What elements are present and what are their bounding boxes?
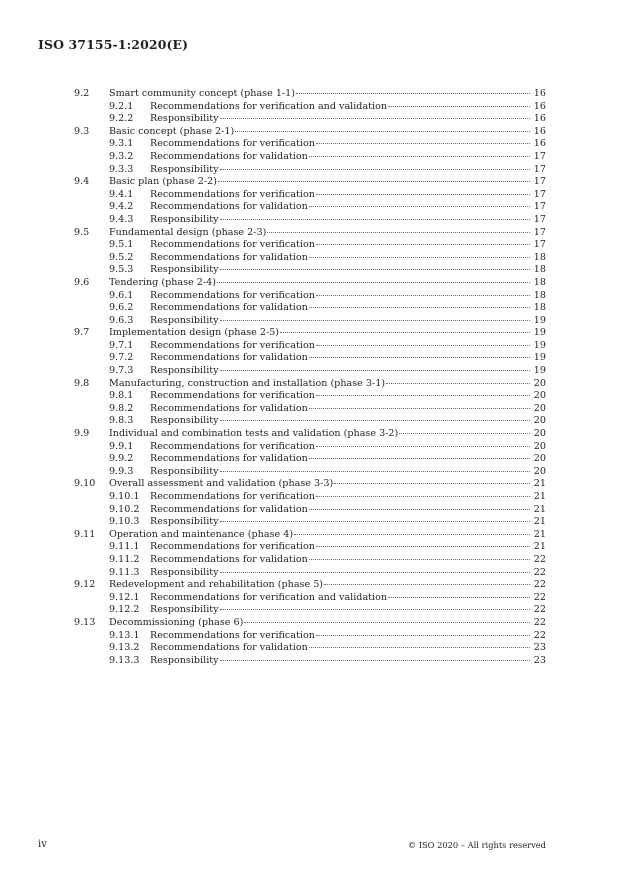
toc-entry-number: 9.8.3 (109, 415, 134, 427)
toc-entry-page: 22 (533, 553, 546, 565)
toc-entry-number: 9.13.2 (109, 642, 140, 654)
toc-entry-number: 9.12.1 (109, 591, 140, 603)
toc-entry-page: 22 (533, 616, 546, 628)
toc-entry-number: 9.6 (74, 276, 90, 288)
toc-entry-page: 20 (533, 453, 546, 465)
toc-entry-title-wrap (150, 604, 530, 617)
toc-entry-title-wrap (150, 567, 530, 580)
toc-entry[interactable] (74, 516, 546, 529)
toc-entry-page: 20 (533, 428, 546, 440)
toc-entry-page: 23 (533, 654, 546, 666)
toc-entry[interactable] (74, 403, 546, 416)
toc-dot-leader (309, 206, 530, 207)
toc-entry-title: Decommissioning (phase 6) (109, 616, 244, 628)
toc-entry[interactable] (74, 365, 546, 378)
toc-dot-leader (309, 357, 530, 358)
toc-entry-page: 23 (533, 642, 546, 654)
toc-entry[interactable] (74, 441, 546, 454)
toc-entry-title: Redevelopment and rehabilitation (phase 5) (109, 579, 324, 591)
toc-entry[interactable] (74, 541, 546, 554)
toc-entry-title: Recommendations for validation (150, 150, 308, 162)
toc-entry-number: 9.7.1 (109, 339, 134, 351)
toc-dot-leader (386, 383, 530, 384)
toc-dot-leader (220, 521, 530, 522)
toc-dot-leader (316, 345, 530, 346)
toc-entry-title: Recommendations for verification (150, 541, 315, 553)
toc-entry-title: Recommendations for verification (150, 138, 315, 150)
toc-entry-title: Recommendations for validation (150, 642, 308, 654)
toc-entry[interactable] (74, 554, 546, 567)
toc-entry-number: 9.2.2 (109, 113, 134, 125)
toc-dot-leader (235, 131, 530, 132)
toc-entry-title: Recommendations for validation (150, 352, 308, 364)
toc-dot-leader (220, 660, 530, 661)
toc-entry-title-wrap (109, 579, 530, 592)
toc-entry[interactable] (74, 390, 546, 403)
toc-entry-title: Responsibility (150, 365, 219, 377)
toc-entry-page: 22 (533, 629, 546, 641)
toc-entry[interactable] (74, 655, 546, 668)
toc-entry[interactable] (74, 504, 546, 517)
toc-dot-leader (309, 509, 530, 510)
footer-page-number: iv (38, 839, 47, 850)
toc-entry[interactable] (74, 491, 546, 504)
toc-entry[interactable] (74, 378, 546, 391)
toc-entry-title-wrap (109, 126, 530, 139)
toc-entry-title: Individual and combination tests and validation (phase 3-2) (109, 428, 399, 440)
toc-entry[interactable] (74, 277, 546, 290)
toc-entry[interactable] (74, 201, 546, 214)
toc-entry-number: 9.5.1 (109, 239, 134, 251)
toc-entry-title: Responsibility (150, 566, 219, 578)
toc-entry-title: Recommendations for validation (150, 302, 308, 314)
toc-entry-number: 9.5.2 (109, 251, 134, 263)
toc-entry[interactable] (74, 138, 546, 151)
toc-entry-number: 9.3 (74, 125, 90, 137)
toc-entry-title: Recommendations for verification (150, 491, 315, 502)
toc-entry-page: 17 (533, 188, 546, 200)
toc-entry-title-wrap (150, 630, 530, 643)
toc-dot-leader (316, 143, 530, 144)
toc-dot-leader (218, 181, 530, 182)
toc-entry-title-wrap (150, 252, 530, 265)
toc-entry[interactable] (74, 264, 546, 277)
toc-entry-title-wrap (150, 592, 530, 605)
toc-entry-page: 19 (533, 314, 546, 326)
toc-entry-number: 9.10.2 (109, 503, 140, 515)
toc-entry-page: 17 (533, 150, 546, 162)
toc-entry-title-wrap (150, 441, 530, 454)
toc-entry-title: Recommendations for verification and validation (150, 591, 388, 603)
toc-dot-leader (220, 118, 530, 119)
toc-entry-title-wrap (150, 453, 530, 466)
toc-dot-leader (220, 219, 530, 220)
toc-entry-number: 9.11.1 (109, 541, 140, 553)
toc-entry-title-wrap (150, 365, 530, 378)
toc-entry-page: 21 (533, 528, 546, 540)
toc-dot-leader (220, 572, 530, 573)
toc-entry-page: 17 (533, 213, 546, 225)
toc-entry-title: Responsibility (150, 314, 219, 326)
toc-entry-title-wrap (150, 315, 530, 328)
toc-dot-leader (316, 244, 530, 245)
toc-entry-page: 20 (533, 390, 546, 402)
toc-entry-title: Recommendations for verification (150, 188, 315, 200)
toc-entry-number: 9.10.1 (109, 491, 140, 502)
toc-entry-title: Recommendations for verification and validation (150, 100, 388, 112)
toc-entry-title: Fundamental design (phase 2-3) (109, 226, 267, 238)
toc-entry[interactable] (74, 617, 546, 630)
table-of-contents (74, 88, 546, 667)
toc-dot-leader (217, 282, 530, 283)
toc-entry-number: 9.10 (74, 478, 96, 490)
toc-dot-leader (309, 559, 530, 560)
toc-entry-number: 9.12.2 (109, 604, 140, 616)
toc-entry-title: Implementation design (phase 2-5) (109, 327, 280, 339)
toc-entry[interactable] (74, 529, 546, 542)
toc-entry[interactable] (74, 113, 546, 126)
toc-entry-page: 16 (533, 125, 546, 137)
toc-dot-leader (316, 446, 530, 447)
document-header-title: ISO 37155-1:2020(E) (38, 37, 189, 52)
toc-entry-number: 9.11 (74, 528, 96, 540)
toc-entry[interactable] (74, 428, 546, 441)
toc-entry-number: 9.3.2 (109, 150, 134, 162)
toc-entry-title: Tendering (phase 2-4) (109, 276, 216, 288)
toc-entry-title-wrap (150, 113, 530, 126)
toc-entry-title: Responsibility (150, 516, 219, 528)
toc-entry-page: 18 (533, 302, 546, 314)
toc-entry-number: 9.9.2 (109, 453, 134, 465)
toc-entry[interactable] (74, 252, 546, 265)
toc-entry-title-wrap (150, 101, 530, 114)
toc-entry-number: 9.5.3 (109, 264, 134, 276)
toc-entry-page: 16 (533, 88, 546, 99)
toc-entry[interactable] (74, 164, 546, 177)
toc-entry-number: 9.9.1 (109, 440, 134, 452)
toc-entry-number: 9.13 (74, 616, 96, 628)
toc-entry[interactable] (74, 126, 546, 139)
toc-entry[interactable] (74, 239, 546, 252)
toc-entry[interactable] (74, 327, 546, 340)
toc-entry-title-wrap (150, 164, 530, 177)
toc-dot-leader (220, 609, 530, 610)
toc-entry-page: 20 (533, 377, 546, 389)
toc-entry-title: Operation and maintenance (phase 4) (109, 528, 294, 540)
toc-entry-title-wrap (150, 504, 530, 517)
toc-entry-title-wrap (109, 378, 530, 391)
toc-entry-page: 22 (533, 604, 546, 616)
toc-entry-title: Recommendations for validation (150, 503, 308, 515)
toc-dot-leader (316, 395, 530, 396)
toc-entry[interactable] (74, 352, 546, 365)
toc-entry-title-wrap (109, 478, 530, 491)
toc-entry-title-wrap (150, 290, 530, 303)
toc-entry[interactable] (74, 214, 546, 227)
toc-entry-page: 19 (533, 352, 546, 364)
toc-entry-number: 9.8 (74, 377, 90, 389)
toc-dot-leader (220, 320, 530, 321)
toc-entry-page: 16 (533, 138, 546, 150)
toc-entry-page: 17 (533, 163, 546, 175)
toc-entry-number: 9.6.2 (109, 302, 134, 314)
toc-entry-title: Manufacturing, construction and installation (phase 3-1) (109, 377, 386, 389)
toc-dot-leader (388, 106, 530, 107)
toc-dot-leader (280, 332, 530, 333)
toc-entry-page: 18 (533, 251, 546, 263)
toc-entry-page: 21 (533, 478, 546, 490)
toc-entry-page: 20 (533, 440, 546, 452)
toc-entry[interactable] (74, 101, 546, 114)
toc-entry-title: Responsibility (150, 113, 219, 125)
toc-entry[interactable] (74, 415, 546, 428)
toc-entry-title: Responsibility (150, 213, 219, 225)
toc-entry[interactable] (74, 176, 546, 189)
toc-dot-leader (309, 647, 530, 648)
toc-entry-title: Recommendations for verification (150, 390, 315, 402)
toc-entry[interactable] (74, 453, 546, 466)
toc-entry-number: 9.8.1 (109, 390, 134, 402)
toc-entry-number: 9.5 (74, 226, 90, 238)
toc-entry-page: 18 (533, 289, 546, 301)
toc-entry-number: 9.8.2 (109, 402, 134, 414)
toc-entry-title-wrap (150, 239, 530, 252)
toc-entry-page: 17 (533, 201, 546, 213)
toc-entry-title-wrap (150, 264, 530, 277)
toc-entry-title-wrap (150, 352, 530, 365)
toc-entry[interactable] (74, 478, 546, 491)
toc-dot-leader (388, 597, 530, 598)
toc-entry[interactable] (74, 227, 546, 240)
toc-entry-title: Recommendations for validation (150, 251, 308, 263)
toc-entry[interactable] (74, 579, 546, 592)
toc-entry[interactable] (74, 642, 546, 655)
toc-entry-title-wrap (109, 227, 530, 240)
toc-dot-leader (294, 534, 530, 535)
toc-entry-number: 9.3.3 (109, 163, 134, 175)
toc-entry-page: 20 (533, 415, 546, 427)
toc-entry-page: 22 (533, 579, 546, 591)
toc-entry[interactable] (74, 630, 546, 643)
toc-entry-title: Responsibility (150, 264, 219, 276)
toc-entry-number: 9.9.3 (109, 465, 134, 477)
toc-entry-number: 9.4 (74, 176, 90, 188)
toc-dot-leader (267, 232, 530, 233)
toc-dot-leader (399, 433, 530, 434)
toc-entry-page: 16 (533, 100, 546, 112)
toc-entry-page: 20 (533, 402, 546, 414)
toc-entry-title-wrap (109, 617, 530, 630)
toc-entry[interactable] (74, 340, 546, 353)
toc-entry-number: 9.9 (74, 428, 90, 440)
toc-entry-number: 9.4.3 (109, 213, 134, 225)
toc-entry-number: 9.11.2 (109, 553, 140, 565)
toc-entry[interactable] (74, 151, 546, 164)
toc-entry-title: Basic plan (phase 2-2) (109, 176, 217, 188)
toc-entry-number: 9.4.2 (109, 201, 134, 213)
toc-entry[interactable] (74, 290, 546, 303)
toc-entry-title: Recommendations for validation (150, 402, 308, 414)
toc-entry-number: 9.11.3 (109, 566, 140, 578)
toc-entry-page: 19 (533, 327, 546, 339)
toc-entry-title-wrap (150, 138, 530, 151)
toc-entry-title: Responsibility (150, 604, 219, 616)
toc-entry-page: 17 (533, 239, 546, 251)
toc-entry-title-wrap (150, 415, 530, 428)
toc-entry-title: Recommendations for verification (150, 339, 315, 351)
toc-entry-number: 9.2 (74, 88, 90, 99)
toc-entry[interactable] (74, 466, 546, 479)
toc-entry-title-wrap (150, 403, 530, 416)
toc-dot-leader (309, 257, 530, 258)
toc-entry-title-wrap (150, 554, 530, 567)
toc-entry-page: 19 (533, 339, 546, 351)
toc-entry-number: 9.2.1 (109, 100, 134, 112)
toc-entry-title-wrap (109, 327, 530, 340)
toc-entry-title-wrap (109, 88, 530, 101)
toc-entry-title: Recommendations for verification (150, 239, 315, 251)
toc-entry-number: 9.6.1 (109, 289, 134, 301)
toc-entry-title: Recommendations for validation (150, 553, 308, 565)
toc-entry-number: 9.12 (74, 579, 96, 591)
toc-entry-title: Smart community concept (phase 1-1) (109, 88, 296, 99)
toc-entry-title: Responsibility (150, 654, 219, 666)
toc-entry-number: 9.13.3 (109, 654, 140, 666)
toc-entry-page: 22 (533, 566, 546, 578)
toc-entry-title: Recommendations for verification (150, 440, 315, 452)
toc-entry-number: 9.6.3 (109, 314, 134, 326)
toc-entry-title-wrap (150, 201, 530, 214)
toc-entry-title: Recommendations for verification (150, 629, 315, 641)
toc-entry-title: Overall assessment and validation (phase 3-3) (109, 478, 334, 490)
toc-dot-leader (309, 307, 530, 308)
toc-dot-leader (220, 169, 530, 170)
toc-entry-number: 9.3.1 (109, 138, 134, 150)
toc-entry[interactable] (74, 315, 546, 328)
toc-entry[interactable] (74, 592, 546, 605)
toc-entry-page: 19 (533, 365, 546, 377)
toc-dot-leader (316, 194, 530, 195)
toc-entry-number: 9.7 (74, 327, 90, 339)
toc-entry-page: 18 (533, 276, 546, 288)
toc-entry-number: 9.10.3 (109, 516, 140, 528)
toc-entry[interactable] (74, 88, 546, 101)
toc-entry-title-wrap (150, 151, 530, 164)
toc-entry-title-wrap (109, 529, 530, 542)
toc-entry-title-wrap (150, 189, 530, 202)
toc-dot-leader (316, 496, 530, 497)
toc-entry-title-wrap (150, 541, 530, 554)
toc-entry-title: Responsibility (150, 163, 219, 175)
toc-dot-leader (244, 622, 530, 623)
toc-entry-page: 21 (533, 491, 546, 502)
toc-entry-title: Responsibility (150, 465, 219, 477)
toc-dot-leader (316, 546, 530, 547)
toc-dot-leader (220, 370, 530, 371)
toc-entry-page: 16 (533, 113, 546, 125)
footer-copyright: © ISO 2020 – All rights reserved (407, 840, 546, 850)
toc-dot-leader (220, 471, 530, 472)
toc-entry[interactable] (74, 567, 546, 580)
toc-entry[interactable] (74, 302, 546, 315)
toc-dot-leader (220, 269, 530, 270)
toc-entry-page: 18 (533, 264, 546, 276)
toc-entry-page: 17 (533, 226, 546, 238)
toc-dot-leader (316, 635, 530, 636)
toc-dot-leader (324, 584, 530, 585)
toc-entry-title-wrap (150, 491, 530, 504)
toc-entry-title-wrap (150, 516, 530, 529)
toc-dot-leader (309, 156, 530, 157)
toc-entry-page: 22 (533, 591, 546, 603)
toc-entry-page: 20 (533, 465, 546, 477)
toc-entry-title-wrap (150, 214, 530, 227)
toc-entry-page: 21 (533, 541, 546, 553)
toc-dot-leader (220, 420, 530, 421)
toc-dot-leader (316, 295, 530, 296)
toc-entry-page: 21 (533, 516, 546, 528)
toc-entry-title-wrap (150, 655, 530, 668)
toc-entry-number: 9.7.2 (109, 352, 134, 364)
toc-entry[interactable] (74, 604, 546, 617)
toc-entry-number: 9.7.3 (109, 365, 134, 377)
toc-entry-title-wrap (150, 302, 530, 315)
toc-entry-title-wrap (109, 428, 530, 441)
toc-entry-number: 9.13.1 (109, 629, 140, 641)
toc-entry-title-wrap (109, 176, 530, 189)
toc-entry-title-wrap (150, 390, 530, 403)
toc-entry-number: 9.4.1 (109, 188, 134, 200)
toc-dot-leader (296, 93, 530, 94)
toc-entry-title: Recommendations for verification (150, 289, 315, 301)
toc-entry-title-wrap (150, 466, 530, 479)
toc-entry[interactable] (74, 189, 546, 202)
toc-entry-title: Recommendations for validation (150, 453, 308, 465)
toc-entry-page: 21 (533, 503, 546, 515)
toc-dot-leader (334, 483, 530, 484)
toc-dot-leader (309, 408, 530, 409)
toc-entry-title: Responsibility (150, 415, 219, 427)
toc-entry-title: Basic concept (phase 2-1) (109, 125, 235, 137)
toc-entry-page: 17 (533, 176, 546, 188)
toc-dot-leader (309, 458, 530, 459)
toc-entry-title-wrap (150, 642, 530, 655)
toc-entry-title: Recommendations for validation (150, 201, 308, 213)
toc-entry-title-wrap (109, 277, 530, 290)
toc-entry-title-wrap (150, 340, 530, 353)
